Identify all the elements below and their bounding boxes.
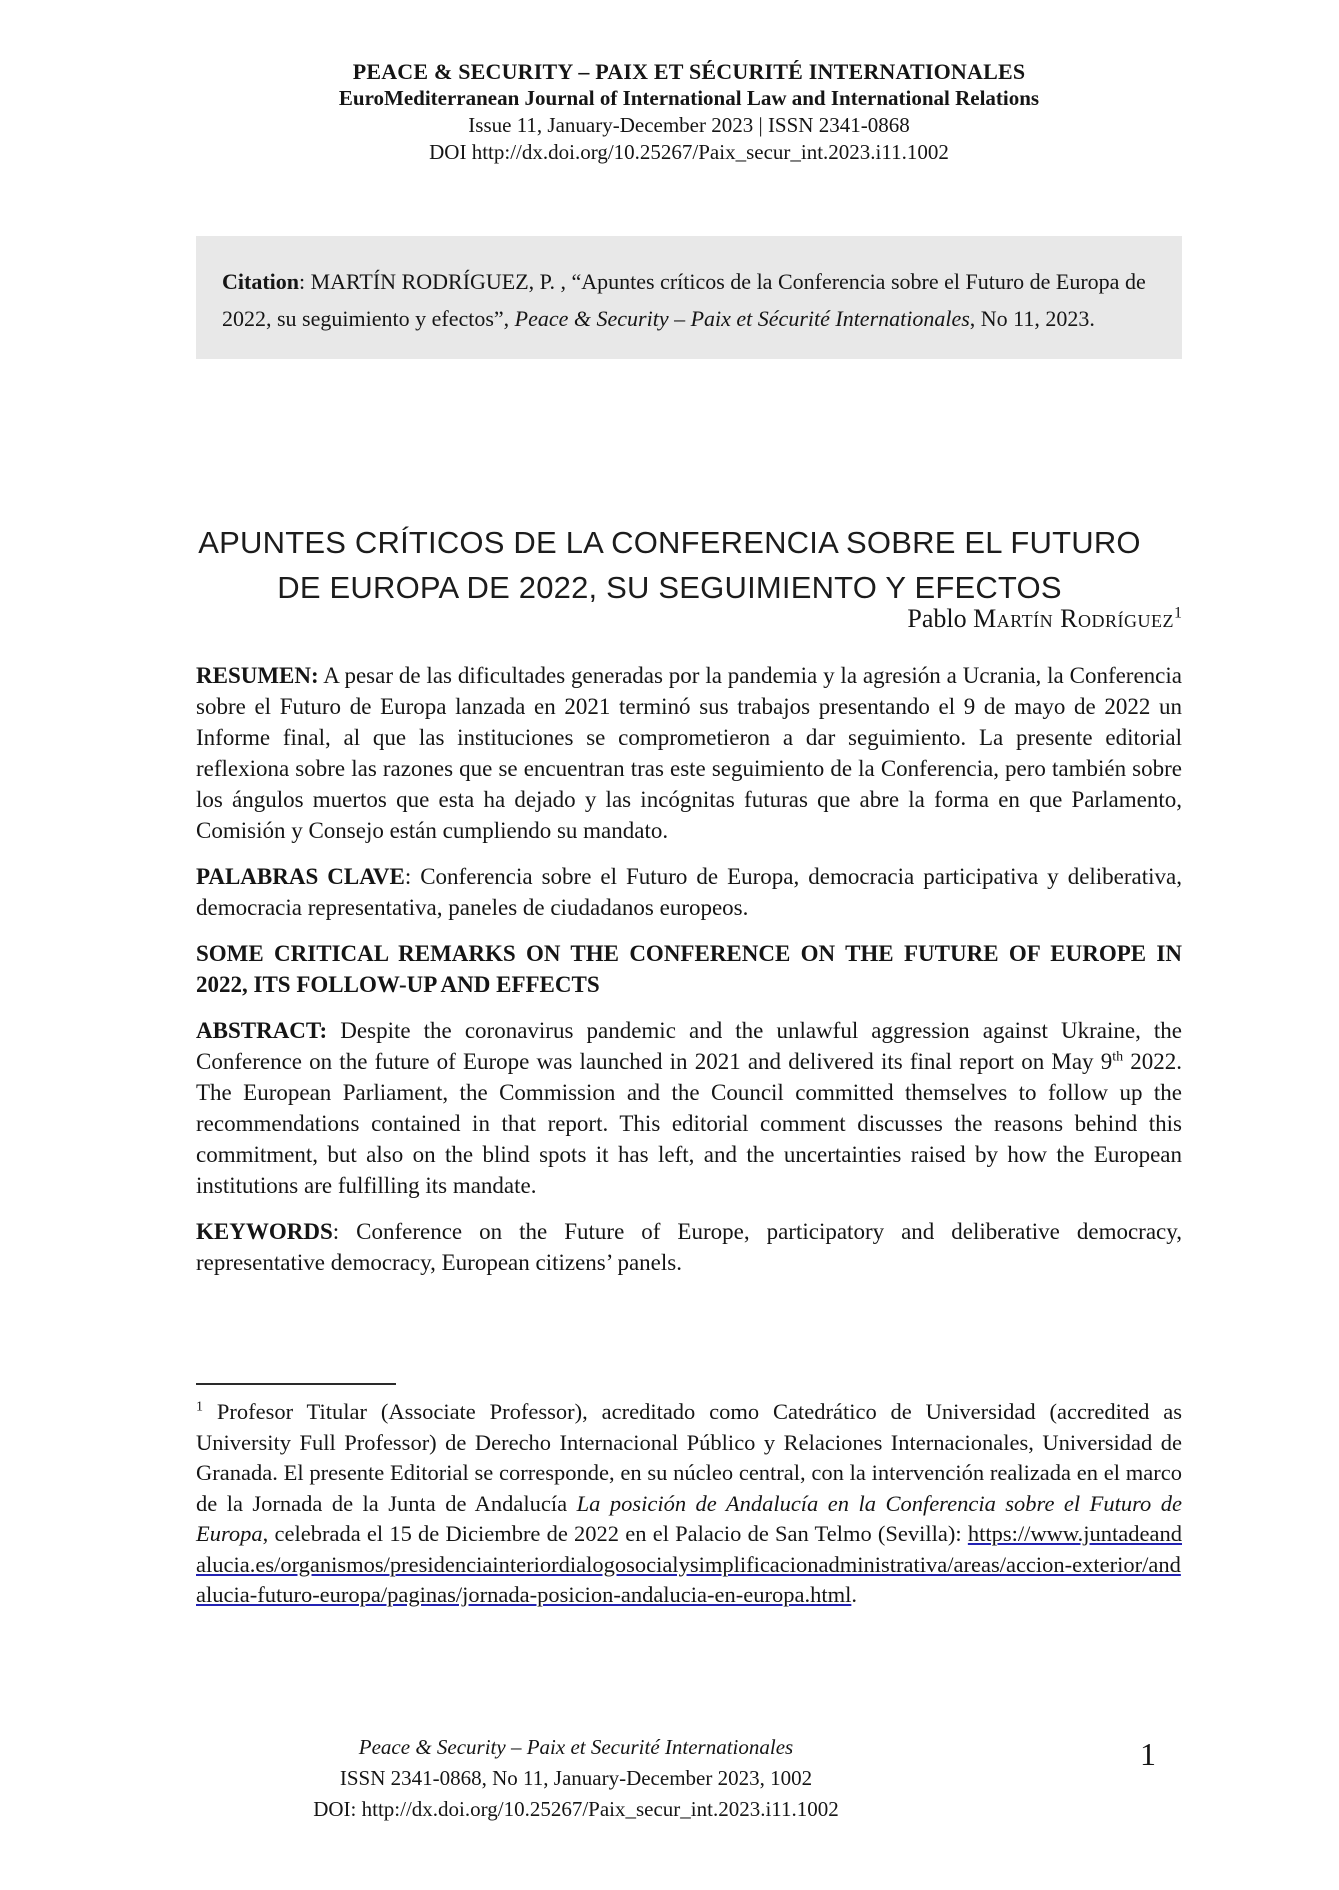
author-footnote-ref: 1 xyxy=(1174,604,1182,622)
author-last-name: Martín Rodríguez xyxy=(973,604,1174,633)
citation-journal-name: Peace & Security – Paix et Sécurité Internationales xyxy=(514,306,970,331)
footnote-separator xyxy=(196,1383,396,1385)
citation-label: Citation xyxy=(222,269,299,294)
citation-body: : MARTÍN RODRÍGUEZ, P. , “Apuntes críticos de la Conferencia sobre el Futuro de Europa de 2022, su seguimiento y efectos”, xyxy=(222,269,1146,331)
keywords-es-text: : Conferencia sobre el Futuro de Europa, democracia participativa y deliberativa, democracia representativa, paneles de ciudadanos europeos. xyxy=(196,864,1182,920)
abstract-en-ordinal-suffix: th xyxy=(1112,1049,1124,1065)
title-en: SOME CRITICAL REMARKS ON THE CONFERENCE ON THE FUTURE OF EUROPE IN 2022, ITS FOLLOW-UP AND EFFECTS xyxy=(196,941,1182,997)
keywords-es-label: PALABRAS CLAVE xyxy=(196,864,405,889)
abstract-en-text-1: Despite the coronavirus pandemic and the unlawful aggression against Ukraine, the Conference on the future of Europe was launched in 2021 and delivered its final report on May 9 xyxy=(196,1018,1182,1074)
author-first-name: Pablo xyxy=(907,604,974,633)
abstract-section xyxy=(196,660,1182,1293)
abstract-es-text: A pesar de las dificultades generadas por la pandemia y la agresión a Ucrania, la Conferencia sobre el Futuro de Europa lanzada en 2021 terminó sus trabajos presentando el 9 de mayo de 2022 un Informe final, al que las instituciones se comprometieron a dar seguimiento. La presente editorial reflexiona sobre las razones que se encuentran tras este seguimiento de la Conferencia, pero también sobre los ángulos muertos que esta ha dejado y las incógnitas futuras que abre la forma en que Parlamento, Comisión y Consejo están cumpliendo su mandato. xyxy=(196,663,1182,843)
journal-issue-issn: Issue 11, January-December 2023 | ISSN 2341-0868 xyxy=(468,113,910,137)
abstract-en-text-2: 2022. The European Parliament, the Commission and the Council committed themselves to follow up the recommendations contained in that report. This editorial comment discusses the reasons behind this commitment, but also on the blind spots it has left, and the uncertainties raised by how the European institutions are fulfilling its mandate. xyxy=(196,1049,1183,1198)
abstract-en-paragraph xyxy=(196,1015,1182,1201)
journal-header xyxy=(196,58,1182,166)
footnote-1 xyxy=(196,1397,1182,1611)
footnote-text-3: . xyxy=(851,1582,857,1607)
footnote-marker: 1 xyxy=(196,1399,203,1415)
abstract-en-label: ABSTRACT: xyxy=(196,1018,328,1043)
footer-text-block xyxy=(196,1732,956,1825)
footer-journal-name: Peace & Security – Paix et Securité Internationales xyxy=(358,1735,794,1759)
page-number: 1 xyxy=(1140,1736,1156,1772)
citation-text xyxy=(222,263,1156,337)
article-title xyxy=(0,520,1339,610)
keywords-en-text: : Conference on the Future of Europe, participatory and deliberative democracy, representative democracy, European citizens’ panels. xyxy=(196,1219,1182,1275)
footnote-area xyxy=(196,1383,1182,1611)
footnote-text-2: , celebrada el 15 de Diciembre de 2022 en el Palacio de San Telmo (Sevilla): xyxy=(262,1521,968,1546)
citation-tail: , No 11, 2023. xyxy=(969,306,1095,331)
journal-title: PEACE & SECURITY – PAIX ET SÉCURITÉ INTERNATIONALES xyxy=(352,59,1026,84)
keywords-en-label: KEYWORDS xyxy=(196,1219,333,1244)
abstract-es-label: RESUMEN: xyxy=(196,663,319,688)
footer-doi-line: DOI: http://dx.doi.org/10.25267/Paix_secur_int.2023.i11.1002 xyxy=(313,1797,839,1821)
footer-issn-line: ISSN 2341-0868, No 11, January-December 2023, 1002 xyxy=(339,1766,813,1790)
journal-doi: DOI http://dx.doi.org/10.25267/Paix_secur_int.2023.i11.1002 xyxy=(429,140,949,164)
footnote-text-1: Profesor Titular (Associate Professor), acreditado como Catedrático de Universidad (accredited as University Full Professor) de Derecho Internacional Público y Relaciones Internacionales, Universidad de Granada. El presente Editorial se corresponde, en su núcleo central, con la intervención realizada en el marco de la Jornada de la Junta de Andalucía xyxy=(196,1399,1182,1516)
author-line xyxy=(907,604,1182,634)
citation-box xyxy=(196,236,1182,359)
keywords-es-paragraph xyxy=(196,861,1182,923)
journal-subtitle: EuroMediterranean Journal of International Law and International Relations xyxy=(338,86,1040,110)
article-title-line-2: DE EUROPA DE 2022, SU SEGUIMIENTO Y EFECTOS xyxy=(277,570,1062,605)
abstract-es-paragraph xyxy=(196,660,1182,846)
keywords-en-paragraph xyxy=(196,1216,1182,1278)
article-title-line-1: APUNTES CRÍTICOS DE LA CONFERENCIA SOBRE EL FUTURO xyxy=(198,525,1141,560)
footnote-link[interactable]: https://www.juntadeandalucia.es/organismos/presidenciainteriordialogosocialysimplificacionadministrativa/areas/accion-exterior/andalucia-futuro-europa/paginas/jornada-posicion-andalucia-en-europa.html xyxy=(196,1521,1182,1607)
footnote-event-title: La posición de Andalucía en la Conferencia sobre el Futuro de Europa xyxy=(196,1490,1182,1546)
